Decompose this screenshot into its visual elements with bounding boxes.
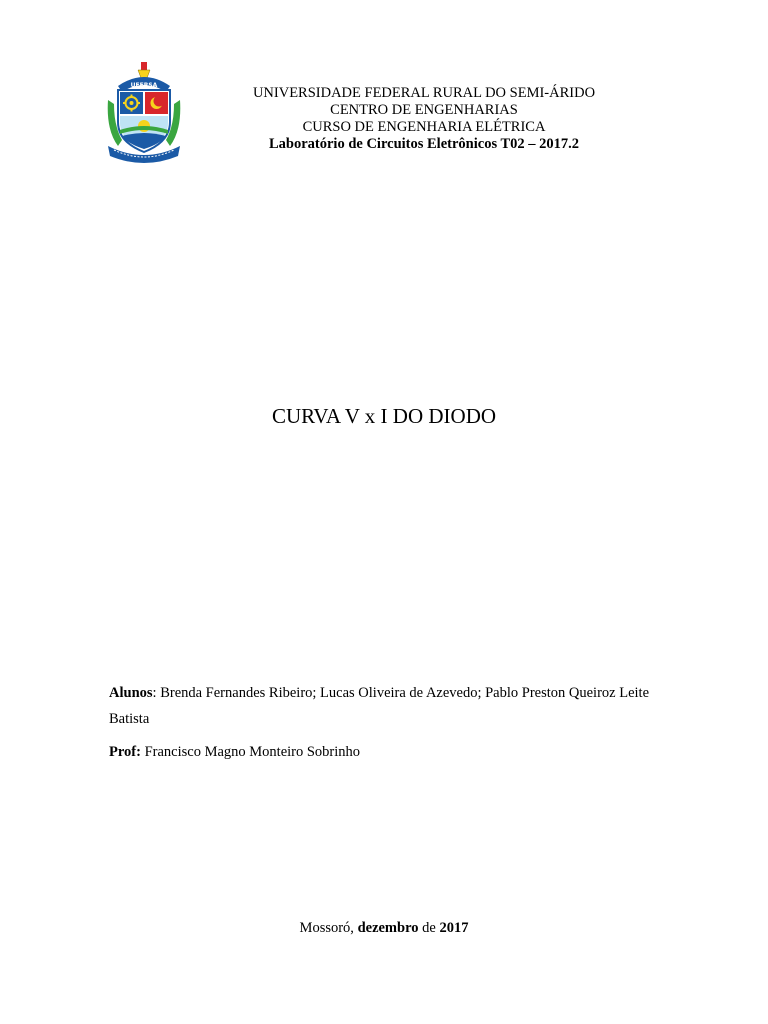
document-footer (0, 918, 768, 938)
footer-month: dezembro (357, 920, 419, 936)
university-name: UNIVERSIDADE FEDERAL RURAL DO SEMI-ÁRIDO (252, 85, 596, 101)
footer-connector: de (418, 920, 440, 936)
students-label: Alunos (109, 685, 153, 701)
crest-banner-text: UFERSA (130, 82, 158, 89)
professor-name: Francisco Magno Monteiro Sobrinho (140, 744, 361, 760)
footer-year: 2017 (439, 920, 469, 936)
students-block (109, 680, 669, 732)
course-name: CURSO DE ENGENHARIA ELÉTRICA (302, 119, 546, 135)
students-names: Brenda Fernandes Ribeiro; Lucas Oliveira de Azevedo; Pablo Preston Queiroz Leite Batista (109, 685, 650, 727)
footer-city: Mossoró, (299, 920, 358, 936)
university-crest-icon (104, 60, 184, 166)
center-name: CENTRO DE ENGENHARIAS (330, 102, 518, 118)
lab-name: Laboratório de Circuitos Eletrônicos T02 – 2017.2 (269, 136, 579, 152)
professor-block (109, 742, 669, 762)
professor-label: Prof: (109, 744, 141, 760)
document-header (214, 85, 634, 153)
students-separator: : (152, 685, 161, 701)
document-title: CURVA V x I DO DIODO (271, 404, 497, 428)
